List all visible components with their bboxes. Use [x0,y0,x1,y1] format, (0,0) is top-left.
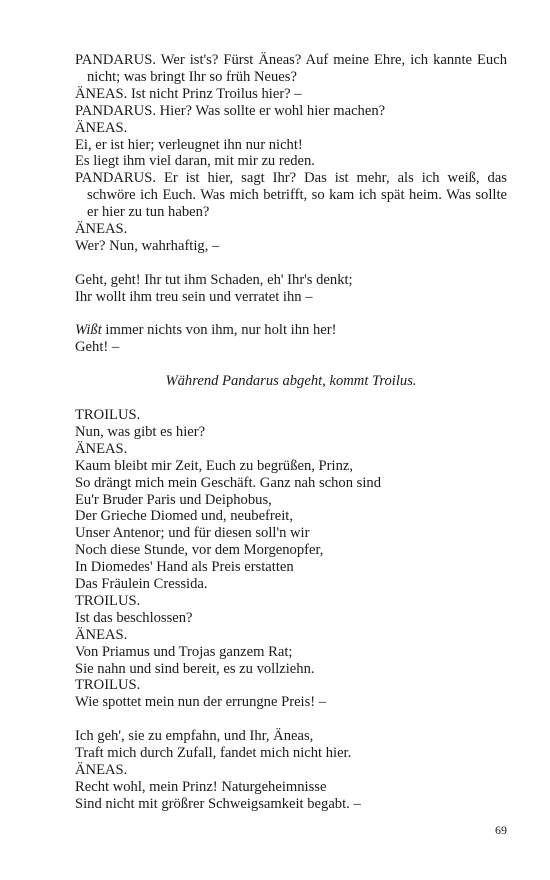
verse-line: Wie spottet mein nun der errungne Preis! – [75,694,327,711]
verse-line: Das Fräulein Cressida. [75,576,208,593]
verse-line: Sie nahn und sind bereit, es zu vollziehn. [75,660,315,677]
verse-line: Geht, geht! Ihr tut ihm Schaden, eh' Ihr's denkt; [75,271,353,288]
emphasis-word: Wißt [75,322,102,339]
verse-line: Geht! – [75,339,120,356]
verse-line: So drängt mich mein Geschäft. Ganz nah schon sind [75,474,381,491]
stanza-gap [75,255,507,272]
speaker-aeneas: ÄNEAS. [75,440,128,457]
verse-line: Noch diese Stunde, vor dem Morgenopfer, [75,542,324,559]
stage-direction: Während Pandarus abgeht, kommt Troilus. [165,373,417,390]
verse-line: Recht wohl, mein Prinz! Naturgeheimnisse [75,778,327,795]
verse-line [75,322,507,339]
verse-line: Ich geh', sie zu empfahn, und Ihr, Äneas, [75,728,314,745]
verse-line: Sind nicht mit größrer Schweigsamkeit begabt. – [75,795,361,812]
line-pandarus-3: PANDARUS. Er ist hier, sagt Ihr? Das ist mehr, als ich weiß, das schwöre ich Euch. Was mich betrifft, so kam ich spät heim. Was sollte er hier zu tun haben? [75,170,507,221]
verse-line: Ihr wollt ihm treu sein und verratet ihn – [75,288,313,305]
stanza-gap [75,711,507,728]
verse-line: In Diomedes' Hand als Preis erstatten [75,559,294,576]
page-number: 69 [495,823,507,837]
verse-line: Der Grieche Diomed und, neubefreit, [75,508,294,525]
verse-line: Wer? Nun, wahrhaftig, – [75,237,220,254]
verse-line: Kaum bleibt mir Zeit, Euch zu begrüßen, Prinz, [75,457,354,474]
verse-line: Es liegt ihm viel daran, mit mir zu reden. [75,153,315,170]
speaker-aeneas: ÄNEAS. [75,761,128,778]
line-pandarus-2: PANDARUS. Hier? Was sollte er wohl hier machen? [75,102,386,119]
speaker-troilus: TROILUS. [75,406,141,423]
speaker-troilus: TROILUS. [75,677,141,694]
verse-line: Ei, er ist hier; verleugnet ihn nur nicht! [75,136,303,153]
speaker-aeneas: ÄNEAS. [75,119,128,136]
verse-line: Unser Antenor; und für diesen soll'n wir [75,525,310,542]
verse-line-rest: immer nichts von ihm, nur holt ihn her! [101,322,337,339]
verse-line: Von Priamus und Trojas ganzem Rat; [75,643,293,660]
line-aeneas-1: ÄNEAS. Ist nicht Prinz Troilus hier? – [75,85,302,102]
stanza-gap [75,306,507,323]
verse-line: Eu'r Bruder Paris und Deiphobus, [75,491,272,508]
stanza-gap [75,390,507,407]
play-text [75,52,507,813]
line-pandarus-1: PANDARUS. Wer ist's? Fürst Äneas? Auf meine Ehre, ich kannte Euch nicht; was bringt Ihr so früh Neues? [75,52,507,85]
speaker-aeneas: ÄNEAS. [75,221,128,238]
speaker-aeneas: ÄNEAS. [75,626,128,643]
verse-line: Ist das beschlossen? [75,609,193,626]
verse-line: Traft mich durch Zufall, fandet mich nicht hier. [75,745,352,762]
stanza-gap [75,356,507,373]
verse-line: Nun, was gibt es hier? [75,423,206,440]
speaker-troilus: TROILUS. [75,592,141,609]
